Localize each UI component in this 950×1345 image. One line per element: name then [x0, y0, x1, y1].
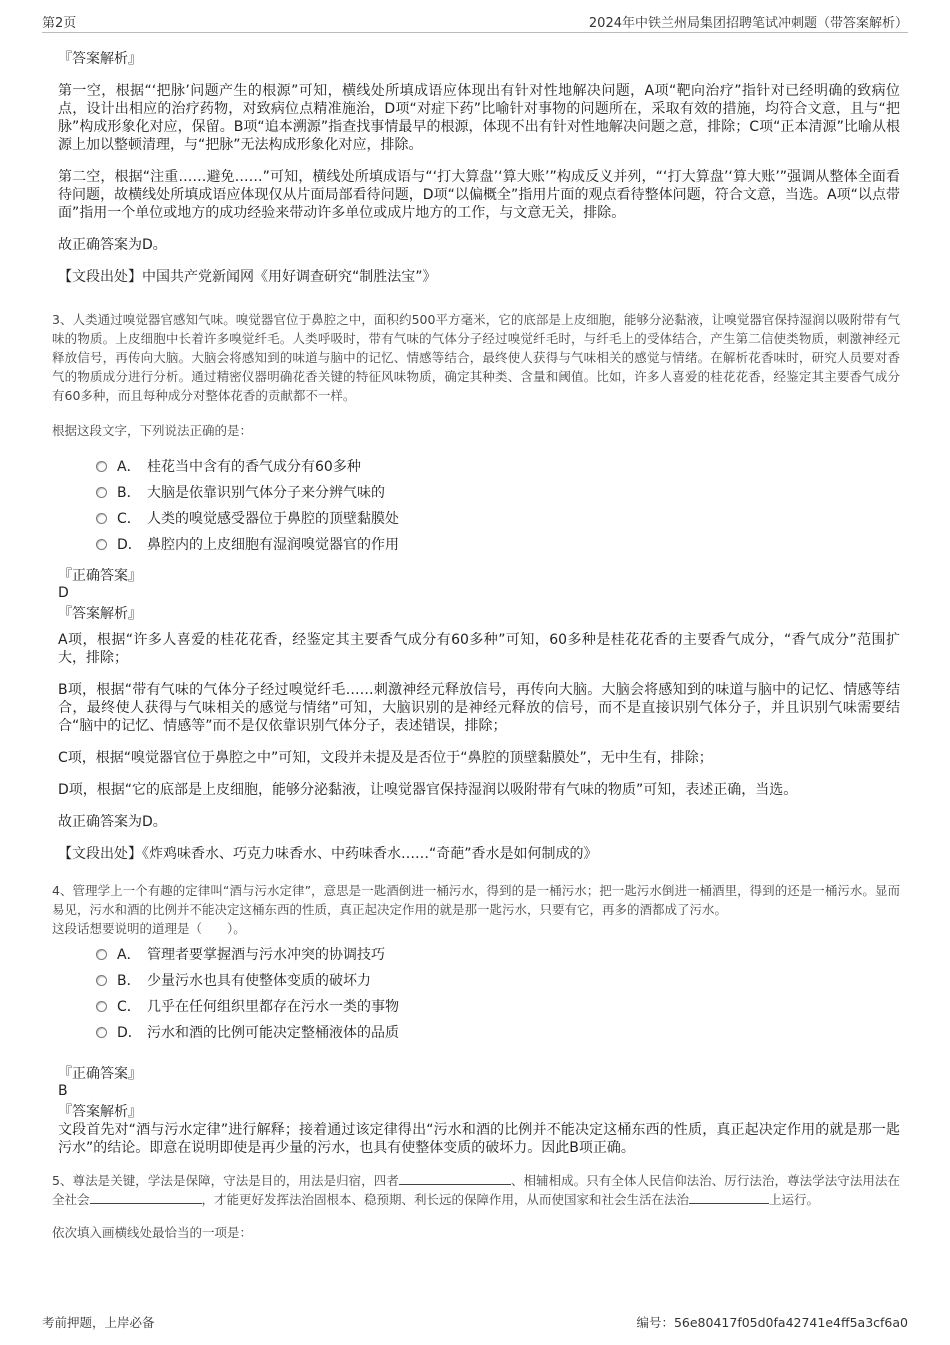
- document-title: 2024年中铁兰州局集团招聘笔试冲刺题（带答案解析）: [588, 16, 908, 31]
- analysis-tag: 『答案解析』: [58, 51, 142, 67]
- analysis-paragraph: B项，根据“带有气味的气体分子经过嗅觉纤毛……刺激神经元释放信号，再传向大脑。大脑会将感知到的味道与脑中的记忆、情感等结合，最终使人获得与气味相关的感觉与情绪”可知，大脑识别的是神经元释放的信号，而不是直接识别气体分子，并且识别气味需要结合“脑中的记忆、情感等”而不是仅依靠识别气体分子，表述错误，排除；: [58, 682, 900, 734]
- question-text-part: 、相辅相成。只有全体人民信仰法治、厉行法治，尊法学法守法用法在全社会: [52, 1173, 900, 1207]
- code-value: 56e80417f05d0fa42741e4ff5a3cf6a0: [673, 1315, 908, 1330]
- analysis-paragraph: D项，根据“它的底部是上皮细胞，能够分泌黏液，让嗅觉器官保持湿润以吸附带有气味的物质”可知，表述正确，当选。: [58, 782, 798, 798]
- option-text: 人类的嗅觉感受器位于鼻腔的顶壁黏膜处: [147, 511, 399, 527]
- analysis-tag: 『答案解析』: [58, 606, 142, 622]
- document-body: [52, 42, 900, 1241]
- option-text: 桂花当中含有的香气成分有60多种: [147, 459, 361, 475]
- radio-button[interactable]: [96, 1001, 107, 1012]
- option-key: D．: [117, 537, 142, 553]
- source-citation: 【文段出处】中国共产党新闻网《用好调查研究“制胜法宝”》: [58, 269, 437, 285]
- radio-button[interactable]: [96, 461, 107, 472]
- analysis-paragraph: 第二空，根据“注重……避免……”可知，横线处所填成语与“‘打大算盘’‘算大账’”构成反义并列，“‘打大算盘’‘算大账’”强调从整体全面看待问题，故横线处所填成语应体现仅从片面局部看待问题，D项“以偏概全”指用片面的观点看待整体问题，符合文意，当选。A项“以点带面”指用一个单位或地方的成功经验来带动许多单位或成片地方的工作，与文意无关，排除。: [58, 169, 900, 221]
- option-text: 管理者要掌握酒与污水冲突的协调技巧: [147, 947, 385, 963]
- option-key: A．: [117, 459, 141, 475]
- option-text: 污水和酒的比例可能决定整桶液体的品质: [147, 1025, 399, 1041]
- fill-blank: [90, 1191, 202, 1204]
- option-d[interactable]: [96, 1019, 900, 1045]
- radio-button[interactable]: [96, 1027, 107, 1038]
- analysis-conclusion: 故正确答案为D。: [58, 237, 167, 253]
- option-key: D．: [117, 1025, 142, 1041]
- question-prompt: 这段话想要说明的道理是（ ）。: [52, 921, 246, 936]
- option-d[interactable]: [96, 531, 900, 557]
- footer-slogan: 考前押题，上岸必备: [42, 1315, 155, 1330]
- document-code: [636, 1313, 908, 1331]
- option-key: C．: [117, 511, 141, 527]
- page-header: [42, 12, 908, 33]
- code-label: 编号：: [636, 1315, 674, 1330]
- question-prompt: 依次填入画横线处最恰当的一项是：: [52, 1225, 253, 1240]
- question-text-part: 5、尊法是关键，学法是保障，守法是目的，用法是归宿，四者: [52, 1173, 399, 1188]
- radio-button[interactable]: [96, 539, 107, 550]
- option-list: [96, 941, 900, 1045]
- option-key: A．: [117, 947, 141, 963]
- correct-answer: D: [58, 585, 69, 601]
- question-text-part: 上运行。: [769, 1192, 820, 1207]
- fill-blank: [689, 1191, 769, 1204]
- option-key: C．: [117, 999, 141, 1015]
- page-number: 第2页: [42, 16, 77, 31]
- option-text: 几乎在任何组织里都存在污水一类的事物: [147, 999, 399, 1015]
- correct-answer-tag: 『正确答案』: [58, 1066, 142, 1082]
- option-text: 鼻腔内的上皮细胞有湿润嗅觉器官的作用: [147, 537, 399, 553]
- radio-button[interactable]: [96, 949, 107, 960]
- correct-answer: B: [58, 1083, 68, 1099]
- source-citation: 【文段出处】《炸鸡味香水、巧克力味香水、中药味香水……“奇葩”香水是如何制成的》: [58, 846, 598, 862]
- analysis-paragraph: A项，根据“许多人喜爱的桂花花香，经鉴定其主要香气成分有60多种”可知，60多种是桂花花香的主要香气成分，“香气成分”范围扩大，排除；: [58, 632, 900, 666]
- question-text: [52, 1171, 900, 1209]
- question-text-part: ，才能更好发挥法治固根本、稳预期、利长远的保障作用，从而使国家和社会生活在法治: [201, 1192, 690, 1207]
- fill-blank: [399, 1172, 511, 1185]
- option-a[interactable]: [96, 453, 900, 479]
- radio-button[interactable]: [96, 513, 107, 524]
- option-text: 大脑是依靠识别气体分子来分辨气味的: [147, 485, 385, 501]
- question-prompt: 根据这段文字，下列说法正确的是：: [52, 423, 253, 438]
- correct-answer-tag: 『正确答案』: [58, 568, 142, 584]
- question-text: 4、管理学上一个有趣的定律叫“酒与污水定律”，意思是一匙酒倒进一桶污水，得到的是一桶污水；把一匙污水倒进一桶酒里，得到的还是一桶污水。显而易见，污水和酒的比例并不能决定这桶东西的性质，真正起决定作用的就是那一匙污水，只要有它，再多的酒都成了污水。: [52, 883, 900, 917]
- option-key: B．: [117, 973, 141, 989]
- analysis-paragraph: 文段首先对“酒与污水定律”进行解释；接着通过该定律得出“污水和酒的比例并不能决定这桶东西的性质，真正起决定作用的就是那一匙污水”的结论。即意在说明即使是再少量的污水，也具有使整体变质的破坏力。因此B项正确。: [58, 1122, 900, 1156]
- option-a[interactable]: [96, 941, 900, 967]
- option-c[interactable]: [96, 993, 900, 1019]
- option-text: 少量污水也具有使整体变质的破坏力: [147, 973, 371, 989]
- option-list: [96, 453, 900, 557]
- option-c[interactable]: [96, 505, 900, 531]
- question-text: 3、人类通过嗅觉器官感知气味。嗅觉器官位于鼻腔之中，面积约500平方毫米，它的底部是上皮细胞，能够分泌黏液，让嗅觉器官保持湿润以吸附带有气味的物质。上皮细胞中长着许多嗅觉纤毛。人类呼吸时，带有气味的气体分子经过嗅觉纤毛时，与纤毛上的受体结合，产生第二信使类物质，刺激神经元释放信号，再传向大脑。大脑会将感知到的味道与脑中的记忆、情感等结合，最终使人获得与气味相关的感觉与情绪。在解析花香味时，研究人员要对香气的物质成分进行分析。通过精密仪器明确花香关键的特征风味物质，确定其种类、含量和阈值。比如，许多人喜爱的桂花花香，经鉴定其主要香气成分有60多种，而且每种成分对整体花香的贡献都不一样。: [52, 312, 900, 403]
- option-b[interactable]: [96, 479, 900, 505]
- analysis-conclusion: 故正确答案为D。: [58, 814, 167, 830]
- analysis-tag: 『答案解析』: [58, 1104, 142, 1120]
- analysis-paragraph: C项，根据“嗅觉器官位于鼻腔之中”可知，文段并未提及是否位于“鼻腔的顶壁黏膜处”，无中生有，排除；: [58, 750, 713, 766]
- option-key: B．: [117, 485, 141, 501]
- analysis-paragraph: 第一空，根据“‘把脉’问题产生的根源”可知，横线处所填成语应体现出有针对性地解决问题，A项“靶向治疗”指针对已经明确的致病位点，设计出相应的治疗药物，对致病位点精准施治，D项“对症下药”比喻针对事物的问题所在，采取有效的措施，均符合文意，且与“把脉”构成形象化对应，保留。B项“追本溯源”指查找事情最早的根源，体现不出有针对性地解决问题之意，排除；C项“正本清源”比喻从根源上加以整顿清理，与“把脉”无法构成形象化对应，排除。: [58, 83, 900, 153]
- radio-button[interactable]: [96, 975, 107, 986]
- option-b[interactable]: [96, 967, 900, 993]
- radio-button[interactable]: [96, 487, 107, 498]
